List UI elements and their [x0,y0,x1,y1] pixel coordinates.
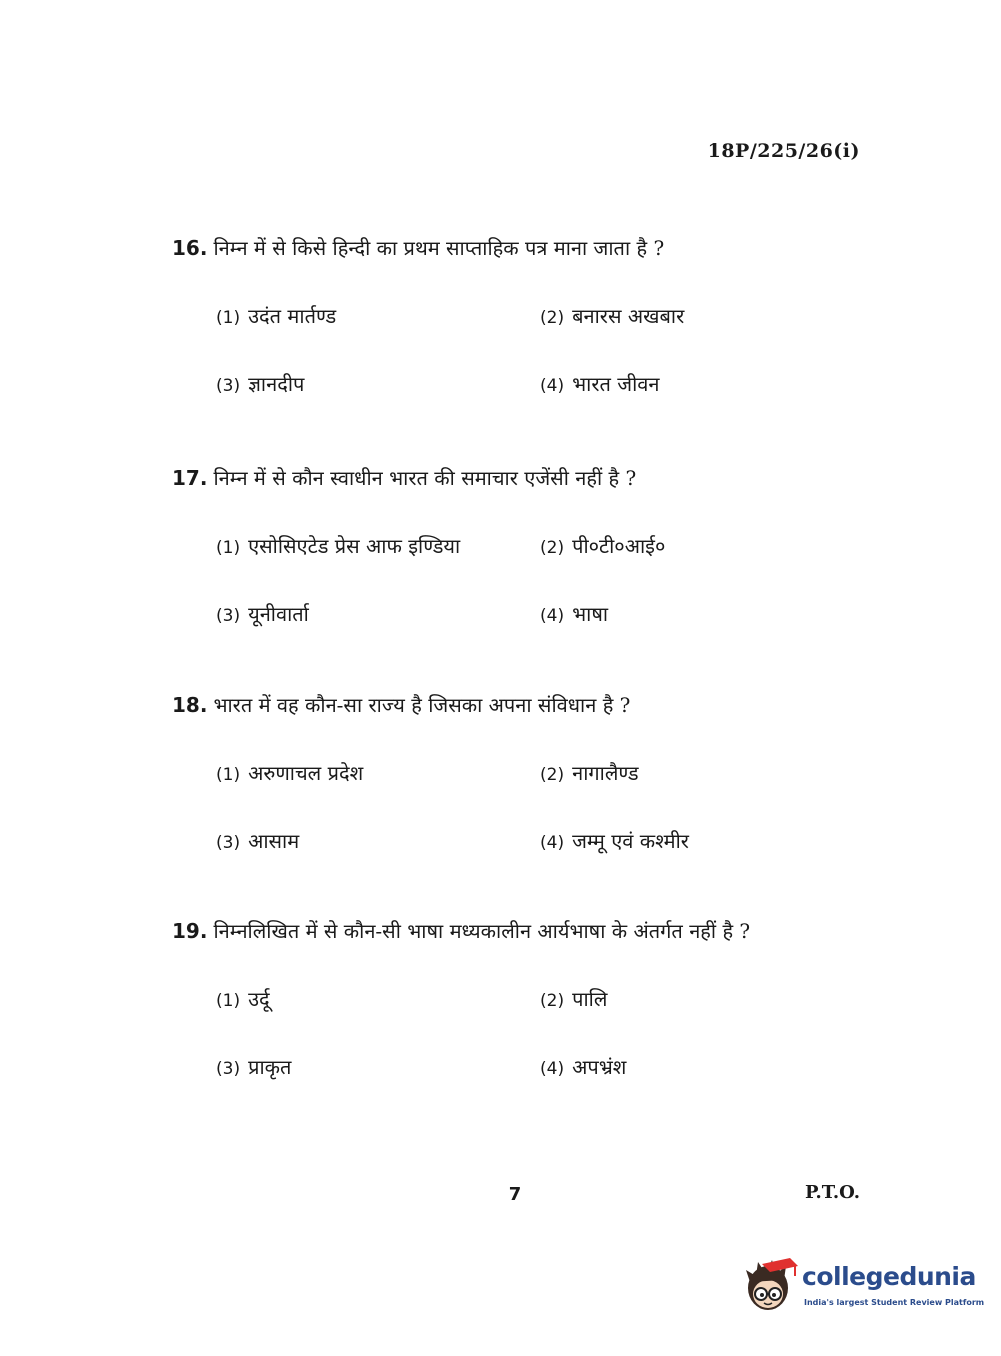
option-text: नागालैण्ड [572,761,639,785]
option-number: (2) [540,308,565,328]
option-number: (1) [216,991,241,1011]
question-number: 16. [172,236,208,260]
option-4 [540,600,608,630]
question-19 [172,917,892,1095]
option-1 [216,759,363,789]
option-number: (3) [216,833,241,853]
option-number: (1) [216,538,241,558]
option-4 [540,370,660,400]
question-17 [172,464,892,642]
option-text: आसाम [248,829,300,853]
question-18 [172,691,892,869]
option-number: (1) [216,765,241,785]
option-text: पालि [572,987,608,1011]
option-text: एसोसिएटेड प्रेस आफ इण्डिया [248,534,461,558]
option-number: (4) [540,376,565,396]
option-number: (3) [216,1059,241,1079]
watermark-tagline: India's largest Student Review Platform [804,1298,985,1307]
question-number: 19. [172,919,208,943]
collegedunia-watermark [740,1252,985,1316]
option-1 [216,302,336,332]
option-text: ज्ञानदीप [248,372,305,396]
watermark-name: collegedunia [802,1262,976,1291]
option-text: उर्दू [248,987,270,1011]
question-number: 17. [172,466,208,490]
option-1 [216,985,270,1015]
option-number: (3) [216,376,241,396]
option-2 [540,532,665,562]
option-text: भाषा [572,602,609,626]
options-list [216,532,892,642]
option-text: यूनीवार्ता [248,602,309,626]
question-number: 18. [172,693,208,717]
option-text: जम्मू एवं कश्मीर [572,829,689,853]
option-text: अपभ्रंश [572,1055,627,1079]
option-2 [540,985,607,1015]
option-text: पी०टी०आई० [572,534,666,558]
option-3 [216,827,299,857]
option-number: (2) [540,765,565,785]
option-number: (4) [540,833,565,853]
question-text [172,917,892,945]
question-text [172,464,892,492]
option-number: (1) [216,308,241,328]
question-stem: निम्न में से किसे हिन्दी का प्रथम साप्ताहिक पत्र माना जाता है ? [213,236,665,260]
option-number: (4) [540,1059,565,1079]
option-4 [540,1053,626,1083]
option-text: प्राकृत [248,1055,292,1079]
option-3 [216,600,309,630]
option-4 [540,827,689,857]
option-number: (2) [540,538,565,558]
option-number: (4) [540,606,565,626]
option-2 [540,759,639,789]
question-16 [172,234,892,412]
option-3 [216,1053,291,1083]
question-text [172,691,892,719]
option-number: (2) [540,991,565,1011]
mascot-graduation-cap-icon [740,1252,800,1316]
option-number: (3) [216,606,241,626]
question-stem: भारत में वह कौन-सा राज्य है जिसका अपना संविधान है ? [213,693,631,717]
page-number: 7 [508,1184,522,1205]
options-list [216,302,892,412]
question-stem: निम्न में से कौन स्वाधीन भारत की समाचार एजेंसी नहीं है ? [213,466,637,490]
question-text [172,234,892,262]
option-2 [540,302,684,332]
option-text: भारत जीवन [572,372,660,396]
option-text: उदंत मार्तण्ड [248,304,337,328]
option-text: बनारस अखबार [572,304,685,328]
options-list [216,759,892,869]
options-list [216,985,892,1095]
paper-code: 18P/225/26(i) [707,140,860,162]
option-1 [216,532,460,562]
option-text: अरुणाचल प्रदेश [248,761,364,785]
question-stem: निम्नलिखित में से कौन-सी भाषा मध्यकालीन आर्यभाषा के अंतर्गत नहीं है ? [213,919,751,943]
pto-label: P.T.O. [804,1182,860,1203]
option-3 [216,370,304,400]
